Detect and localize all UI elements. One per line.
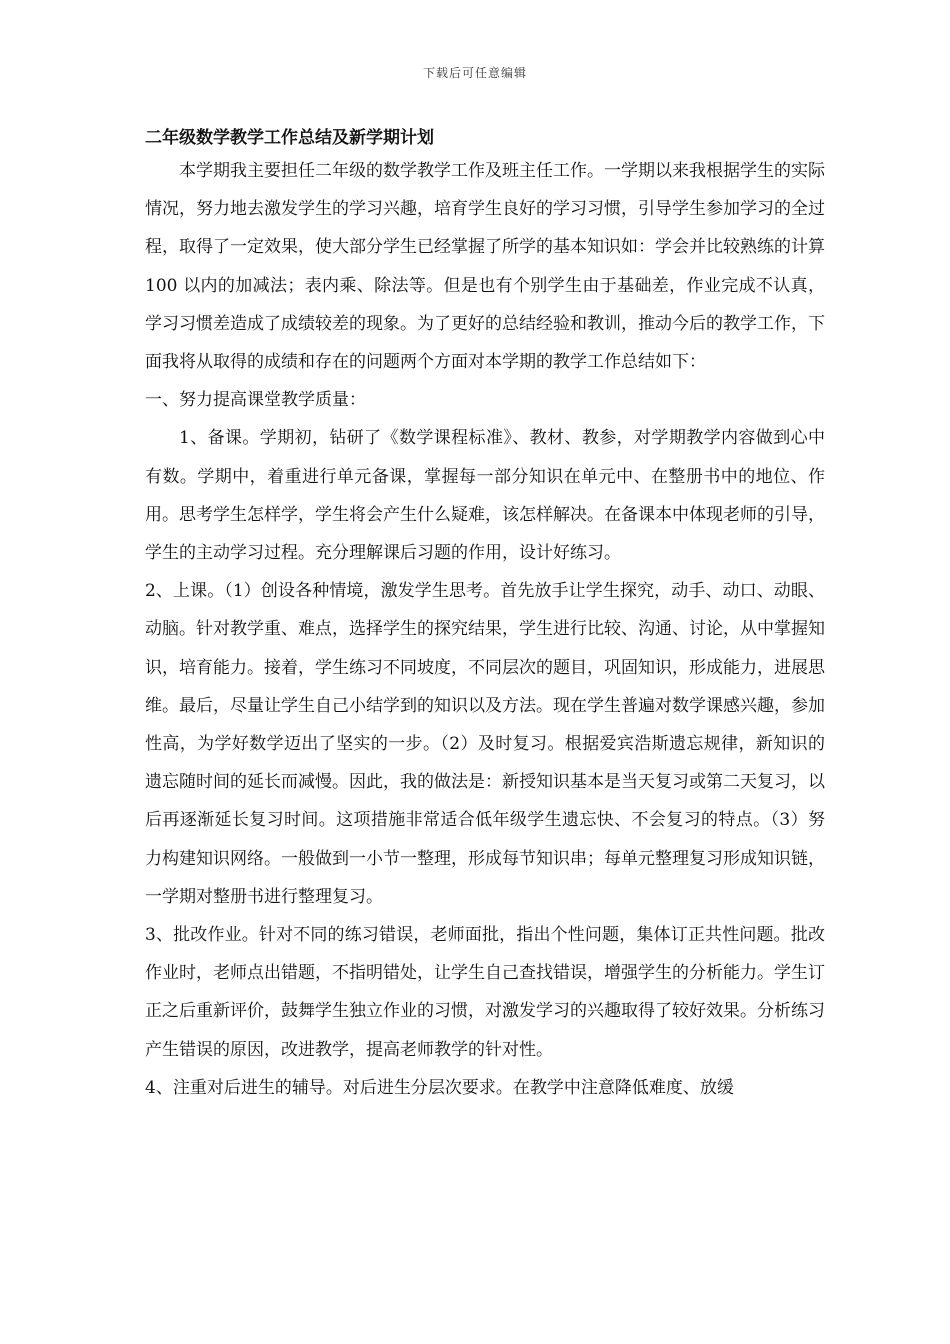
paragraph-homework: 3、批改作业。针对不同的练习错误，老师面批，指出个性问题，集体订正共性问题。批改作业时，老师点出错题，不指明错处，让学生自己查找错误，增强学生的分析能力。学生订正之后重新评价，鼓舞学生独立作业的习惯，对激发学习的兴趣取得了较好效果。分析练习产生错误的原因，改进教学，提高老师教学的针对性。: [145, 925, 825, 1060]
document-title: 二年级数学教学工作总结及新学期计划: [145, 128, 434, 148]
page-header-note: 下载后可任意编辑: [422, 66, 527, 80]
paragraph-intro: 本学期我主要担任二年级的数学教学工作及班主任工作。一学期以来我根据学生的实际情况，努力地去激发学生的学习兴趣，培育学生良好的学习习惯，引导学生参加学习的全过程，取得了一定效果，使大部分学生已经掌握了所学的基本知识如：学会并比较熟练的计算 100 以内的加减法；表内乘、除法等。但是也有个别学生由于基础差，作业完成不认真，学习习惯差造成了成绩较差的现象。为了更好的总结经验和教训，推动今后的教学工作，下面我将从取得的成绩和存在的问题两个方面对本学期的教学工作总结如下：: [145, 161, 825, 373]
paragraph-tutoring: 4、注重对后进生的辅导。对后进生分层次要求。在教学中注意降低难度、放缓: [145, 1077, 734, 1098]
document-body: [145, 124, 825, 1107]
paragraph-lesson-prep: 1、备课。学期初，钻研了《数学课程标准》、教材、教参，对学期教学内容做到心中有数。学期中，着重进行单元备课，掌握每一部分知识在单元中、在整册书中的地位、作用。思考学生怎样学，学生将会产生什么疑难，该怎样解决。在备课本中体现老师的引导，学生的主动学习过程。充分理解课后习题的作用，设计好练习。: [145, 428, 825, 564]
section-heading-1: 一、努力提高课堂教学质量：: [145, 390, 366, 411]
paragraph-teaching: 2、上课。（1）创设各种情境，激发学生思考。首先放手让学生探究，动手、动口、动眼、动脑。针对教学重、难点，选择学生的探究结果，学生进行比较、沟通、讨论，从中掌握知识，培育能力。接着，学生练习不同坡度，不同层次的题目，巩固知识，形成能力，进展思维。最后，尽量让学生自己小结学到的知识以及方法。现在学生普遍对数学课感兴趣，参加性高，为学好数学迈出了坚实的一步。（2）及时复习。根据爱宾浩斯遗忘规律，新知识的遗忘随时间的延长而减慢。因此，我的做法是：新授知识基本是当天复习或第二天复习，以后再逐渐延长复习时间。这项措施非常适合低年级学生遗忘快、不会复习的特点。（3）努力构建知识网络。一般做到一小节一整理，形成每节知识串；每单元整理复习形成知识链，一学期对整册书进行整理复习。: [145, 581, 825, 907]
